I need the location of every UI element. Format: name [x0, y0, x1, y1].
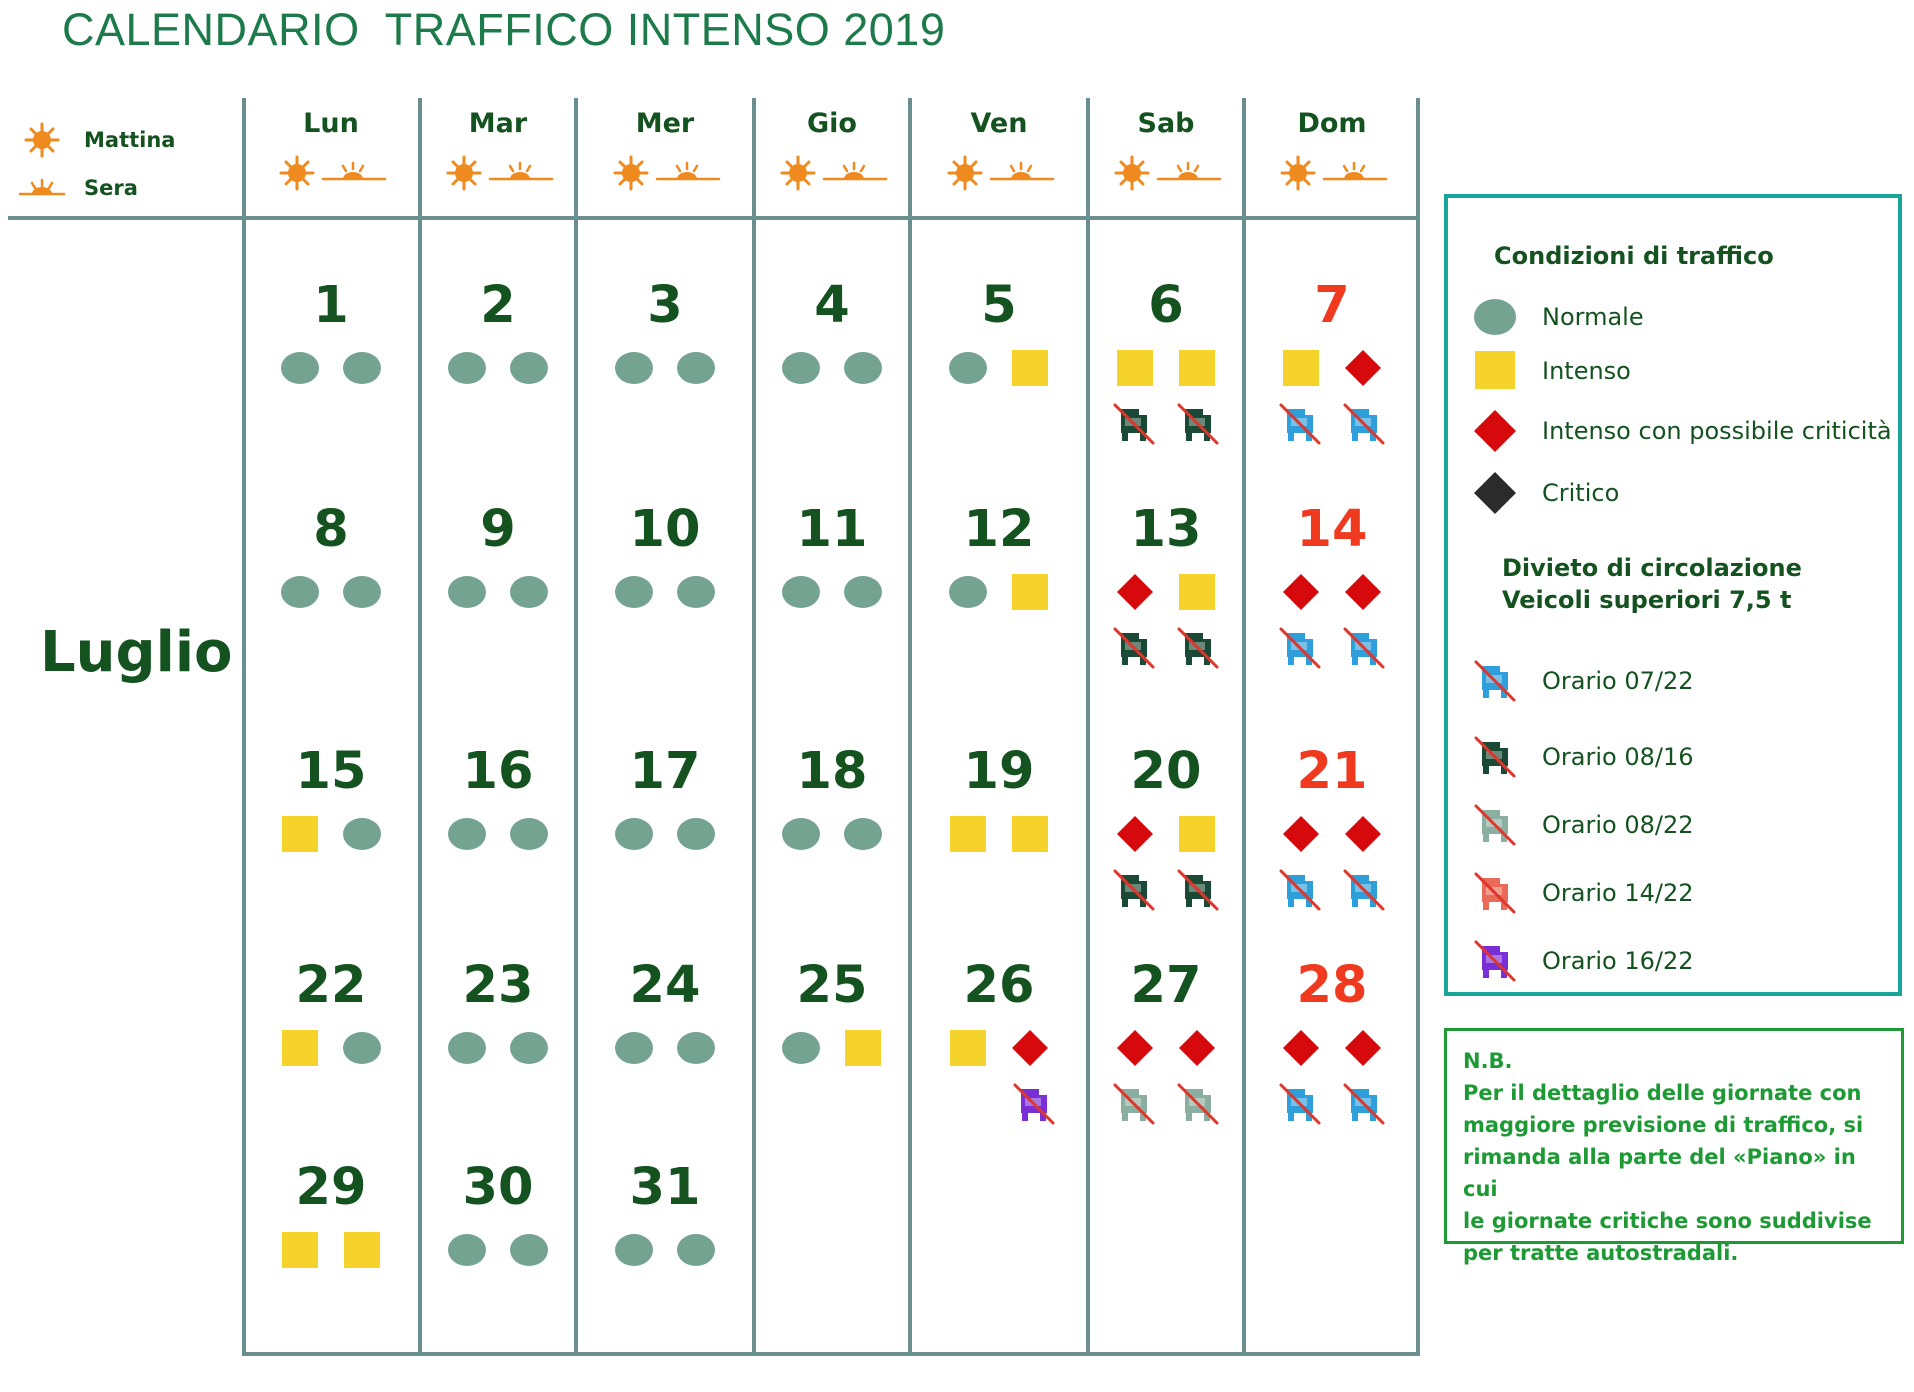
red-diamond-icon	[1115, 1028, 1155, 1068]
note-line: per tratte autostradali.	[1463, 1241, 1739, 1265]
truck-ban-icon	[1341, 401, 1387, 447]
legend-heading: Condizioni di traffico	[1494, 242, 1774, 270]
day-number: 5	[981, 276, 1017, 335]
calendar-day	[752, 956, 912, 1068]
legend-evening-label: Sera	[84, 176, 138, 200]
grid-divider	[1416, 98, 1420, 1356]
day-number: 31	[629, 1158, 701, 1217]
traffic-legend-box	[1444, 194, 1902, 996]
grid-bottom-border	[242, 1352, 1420, 1356]
calendar-day	[418, 956, 578, 1068]
day-name: Gio	[807, 108, 857, 139]
ban-heading-line1: Divieto di circolazione	[1502, 554, 1802, 582]
truck-ban-icon	[1277, 1081, 1323, 1127]
traffic-indicators	[251, 1028, 411, 1068]
day-number: 30	[462, 1158, 534, 1217]
grey-circle-icon	[614, 1028, 654, 1068]
traffic-indicators	[752, 572, 912, 612]
legend-evening	[14, 164, 175, 212]
calendar-day	[752, 742, 912, 854]
calendar-day	[251, 1158, 411, 1270]
red-diamond-icon	[1343, 572, 1383, 612]
yellow-square-icon	[1115, 348, 1155, 388]
day-number: 20	[1130, 742, 1202, 801]
yellow-square-icon	[280, 1028, 320, 1068]
calendar-day	[1252, 956, 1412, 1128]
day-number: 3	[647, 276, 683, 335]
day-number: 21	[1296, 742, 1368, 801]
grey-circle-icon	[676, 348, 716, 388]
yellow-square-icon	[1010, 814, 1050, 854]
legend-label: Intenso	[1542, 357, 1631, 385]
day-number: 10	[629, 500, 701, 559]
traffic-indicators	[585, 572, 745, 612]
traffic-indicators	[1252, 348, 1412, 388]
calendar-day	[251, 956, 411, 1068]
truck-ban-indicators	[1086, 400, 1246, 448]
calendar-day	[1252, 276, 1412, 448]
day-number: 4	[814, 276, 850, 335]
traffic-indicators	[418, 814, 578, 854]
grey-circle-icon	[781, 814, 821, 854]
day-number: 24	[629, 956, 701, 1015]
day-number: 28	[1296, 956, 1368, 1015]
black-diamond-icon	[1472, 470, 1518, 516]
yellow-square-icon	[1281, 348, 1321, 388]
day-number: 14	[1296, 500, 1368, 559]
day-number: 13	[1130, 500, 1202, 559]
calendar-day	[418, 742, 578, 854]
day-number: 22	[295, 956, 367, 1015]
traffic-indicators	[919, 348, 1079, 388]
grey-circle-icon	[676, 1028, 716, 1068]
yellow-square-icon	[843, 1028, 883, 1068]
day-number: 27	[1130, 956, 1202, 1015]
day-header-gio	[752, 108, 912, 191]
truck-ban-icon	[1011, 1081, 1057, 1127]
traffic-indicators	[1086, 1028, 1246, 1068]
day-header-mar	[418, 108, 578, 191]
traffic-indicators	[251, 348, 411, 388]
yellow-square-icon	[1177, 814, 1217, 854]
red-diamond-icon	[1010, 1028, 1050, 1068]
traffic-indicators	[1252, 1028, 1412, 1068]
grey-circle-icon	[342, 348, 382, 388]
red-diamond-icon	[1115, 572, 1155, 612]
calendar-day	[752, 500, 912, 612]
truck-ban-icon	[1111, 1081, 1157, 1127]
legend-label: Orario 16/22	[1542, 947, 1694, 975]
legend-label: Intenso con possibile criticità	[1542, 417, 1892, 445]
day-name: Lun	[303, 108, 359, 139]
calendar-day	[251, 276, 411, 388]
note-title: N.B.	[1463, 1049, 1513, 1073]
grey-circle-icon	[781, 348, 821, 388]
yellow-square-icon	[1177, 348, 1217, 388]
sun-sunset-icon	[1274, 155, 1390, 191]
legend-item-ban-08-22	[1472, 802, 1693, 848]
grey-circle-icon	[509, 814, 549, 854]
note-line: rimanda alla parte del «Piano» in cui	[1463, 1145, 1856, 1201]
day-name: Mar	[468, 108, 528, 139]
legend-label: Orario 07/22	[1542, 667, 1694, 695]
legend-label: Critico	[1542, 479, 1620, 507]
sunset-icon	[14, 168, 70, 208]
traffic-indicators	[752, 1028, 912, 1068]
calendar-day	[752, 276, 912, 388]
yellow-square-icon	[1177, 572, 1217, 612]
truck-ban-icon	[1175, 625, 1221, 671]
truck-ban-icon	[1111, 401, 1157, 447]
legend-item-normale	[1472, 294, 1644, 340]
truck-ban-indicators	[1252, 400, 1412, 448]
grey-circle-icon	[843, 572, 883, 612]
traffic-indicators	[1086, 348, 1246, 388]
traffic-indicators	[919, 814, 1079, 854]
truck-ban-icon	[1341, 625, 1387, 671]
day-name: Dom	[1297, 108, 1367, 139]
legend-label: Orario 08/22	[1542, 811, 1694, 839]
truck-ban-icon	[1341, 867, 1387, 913]
day-number: 19	[963, 742, 1035, 801]
grey-circle-icon	[342, 1028, 382, 1068]
traffic-indicators	[418, 348, 578, 388]
traffic-indicators	[1086, 572, 1246, 612]
traffic-indicators	[752, 348, 912, 388]
yellow-square-icon	[948, 1028, 988, 1068]
day-number: 15	[295, 742, 367, 801]
calendar-day	[1252, 742, 1412, 914]
day-header-dom	[1252, 108, 1412, 191]
calendar-day	[919, 742, 1079, 854]
grey-circle-icon	[509, 572, 549, 612]
traffic-indicators	[919, 1028, 1079, 1068]
sun-sunset-icon	[607, 155, 723, 191]
day-number: 2	[480, 276, 516, 335]
calendar-day	[1086, 956, 1246, 1128]
calendar-day	[585, 1158, 745, 1270]
truck-ban-icon	[1472, 938, 1518, 984]
day-header-sab	[1086, 108, 1246, 191]
truck-ban-indicators	[1086, 866, 1246, 914]
calendar-day	[585, 276, 745, 388]
traffic-indicators	[585, 348, 745, 388]
grey-circle-icon	[447, 814, 487, 854]
truck-ban-indicators	[1252, 624, 1412, 672]
yellow-square-icon	[1472, 348, 1518, 394]
grid-divider	[242, 98, 246, 1356]
truck-ban-icon	[1175, 1081, 1221, 1127]
red-diamond-icon	[1343, 814, 1383, 854]
day-number: 6	[1148, 276, 1184, 335]
truck-ban-icon	[1472, 802, 1518, 848]
grey-circle-icon	[614, 348, 654, 388]
calendar-day	[585, 956, 745, 1068]
truck-ban-indicators	[1086, 624, 1246, 672]
grey-circle-icon	[342, 814, 382, 854]
red-diamond-icon	[1343, 1028, 1383, 1068]
grey-circle-icon	[447, 572, 487, 612]
day-header-lun	[251, 108, 411, 191]
legend-morning	[14, 116, 175, 164]
calendar-day	[251, 500, 411, 612]
grey-circle-icon	[280, 348, 320, 388]
sun-sunset-icon	[941, 155, 1057, 191]
truck-ban-icon	[1111, 867, 1157, 913]
day-number: 17	[629, 742, 701, 801]
grey-circle-icon	[614, 1230, 654, 1270]
red-diamond-icon	[1343, 348, 1383, 388]
grey-circle-icon	[447, 1230, 487, 1270]
traffic-indicators	[585, 814, 745, 854]
grey-circle-icon	[948, 348, 988, 388]
legend-item-ban-16-22	[1472, 938, 1693, 984]
day-number: 11	[796, 500, 868, 559]
truck-ban-icon	[1111, 625, 1157, 671]
yellow-square-icon	[1010, 348, 1050, 388]
yellow-square-icon	[280, 1230, 320, 1270]
sun-icon	[14, 120, 70, 160]
yellow-square-icon	[342, 1230, 382, 1270]
calendar-day	[919, 276, 1079, 388]
truck-ban-icon	[1472, 734, 1518, 780]
truck-ban-icon	[1472, 658, 1518, 704]
sun-sunset-icon	[273, 155, 389, 191]
day-number: 9	[480, 500, 516, 559]
truck-ban-icon	[1341, 1081, 1387, 1127]
legend-morning-label: Mattina	[84, 128, 176, 152]
traffic-indicators	[1086, 814, 1246, 854]
legend-item-intenso	[1472, 348, 1631, 394]
calendar-day	[251, 742, 411, 854]
traffic-indicators	[1252, 572, 1412, 612]
calendar-day	[919, 500, 1079, 612]
truck-ban-icon	[1277, 401, 1323, 447]
day-header-mer	[585, 108, 745, 191]
sun-sunset-icon	[1108, 155, 1224, 191]
traffic-indicators	[418, 1028, 578, 1068]
grey-circle-icon	[948, 572, 988, 612]
grey-circle-icon	[342, 572, 382, 612]
legend-label: Normale	[1542, 303, 1644, 331]
traffic-indicators	[251, 1230, 411, 1270]
calendar-day	[418, 276, 578, 388]
day-number: 25	[796, 956, 868, 1015]
truck-ban-indicators	[1252, 866, 1412, 914]
traffic-indicators	[418, 572, 578, 612]
truck-ban-icon	[1277, 625, 1323, 671]
calendar-day	[585, 742, 745, 854]
calendar-day	[418, 500, 578, 612]
grey-circle-icon	[280, 572, 320, 612]
yellow-square-icon	[280, 814, 320, 854]
calendar-day	[1252, 500, 1412, 672]
truck-ban-indicators	[919, 1080, 1079, 1128]
time-legend	[14, 116, 175, 212]
truck-ban-indicators	[1252, 1080, 1412, 1128]
legend-label: Orario 08/16	[1542, 743, 1694, 771]
yellow-square-icon	[1010, 572, 1050, 612]
red-diamond-icon	[1281, 1028, 1321, 1068]
traffic-indicators	[919, 572, 1079, 612]
grey-circle-icon	[1472, 294, 1518, 340]
note-line: le giornate critiche sono suddivise	[1463, 1209, 1872, 1233]
traffic-indicators	[585, 1230, 745, 1270]
sun-sunset-icon	[774, 155, 890, 191]
traffic-indicators	[251, 572, 411, 612]
calendar-day	[418, 1158, 578, 1270]
grey-circle-icon	[781, 1028, 821, 1068]
grey-circle-icon	[509, 348, 549, 388]
red-diamond-icon	[1281, 572, 1321, 612]
day-name: Ven	[970, 108, 1028, 139]
calendar-day	[585, 500, 745, 612]
red-diamond-icon	[1177, 1028, 1217, 1068]
day-number: 1	[313, 276, 349, 335]
red-diamond-icon	[1281, 814, 1321, 854]
note-box	[1444, 1028, 1904, 1265]
traffic-indicators	[1252, 814, 1412, 854]
truck-ban-icon	[1175, 401, 1221, 447]
grey-circle-icon	[676, 572, 716, 612]
day-number: 29	[295, 1158, 367, 1217]
grey-circle-icon	[509, 1028, 549, 1068]
day-number: 18	[796, 742, 868, 801]
legend-item-intenso-criticita	[1472, 408, 1892, 454]
legend-item-critico	[1472, 470, 1619, 516]
truck-ban-icon	[1175, 867, 1221, 913]
day-number: 23	[462, 956, 534, 1015]
calendar-day	[919, 956, 1079, 1128]
calendar-day	[1086, 742, 1246, 914]
grey-circle-icon	[509, 1230, 549, 1270]
grey-circle-icon	[843, 348, 883, 388]
legend-item-ban-14-22	[1472, 870, 1693, 916]
traffic-indicators	[752, 814, 912, 854]
day-header-ven	[919, 108, 1079, 191]
day-number: 26	[963, 956, 1035, 1015]
red-diamond-icon	[1115, 814, 1155, 854]
truck-ban-indicators	[1086, 1080, 1246, 1128]
page-title: CALENDARIO TRAFFICO INTENSO 2019	[62, 4, 946, 55]
traffic-indicators	[585, 1028, 745, 1068]
legend-label: Orario 14/22	[1542, 879, 1694, 907]
header-divider	[8, 216, 1420, 220]
sun-sunset-icon	[440, 155, 556, 191]
calendar-day	[1086, 276, 1246, 448]
note-line: maggiore previsione di traffico, si	[1463, 1113, 1864, 1137]
grey-circle-icon	[614, 814, 654, 854]
day-number: 8	[313, 500, 349, 559]
truck-ban-icon	[1472, 870, 1518, 916]
day-number: 7	[1314, 276, 1350, 335]
grey-circle-icon	[781, 572, 821, 612]
legend-item-ban-07-22	[1472, 658, 1693, 704]
day-name: Mer	[635, 108, 695, 139]
grey-circle-icon	[676, 1230, 716, 1270]
red-diamond-icon	[1472, 408, 1518, 454]
legend-item-ban-08-16	[1472, 734, 1693, 780]
truck-ban-icon	[1277, 867, 1323, 913]
grey-circle-icon	[447, 1028, 487, 1068]
ban-heading-line2: Veicoli superiori 7,5 t	[1502, 586, 1792, 614]
day-number: 16	[462, 742, 534, 801]
traffic-indicators	[251, 814, 411, 854]
month-label: Luglio	[40, 620, 233, 685]
grey-circle-icon	[447, 348, 487, 388]
calendar-day	[1086, 500, 1246, 672]
traffic-indicators	[418, 1230, 578, 1270]
grey-circle-icon	[843, 814, 883, 854]
day-number: 12	[963, 500, 1035, 559]
day-name: Sab	[1137, 108, 1195, 139]
yellow-square-icon	[948, 814, 988, 854]
note-line: Per il dettaglio delle giornate con	[1463, 1081, 1862, 1105]
grey-circle-icon	[614, 572, 654, 612]
grey-circle-icon	[676, 814, 716, 854]
